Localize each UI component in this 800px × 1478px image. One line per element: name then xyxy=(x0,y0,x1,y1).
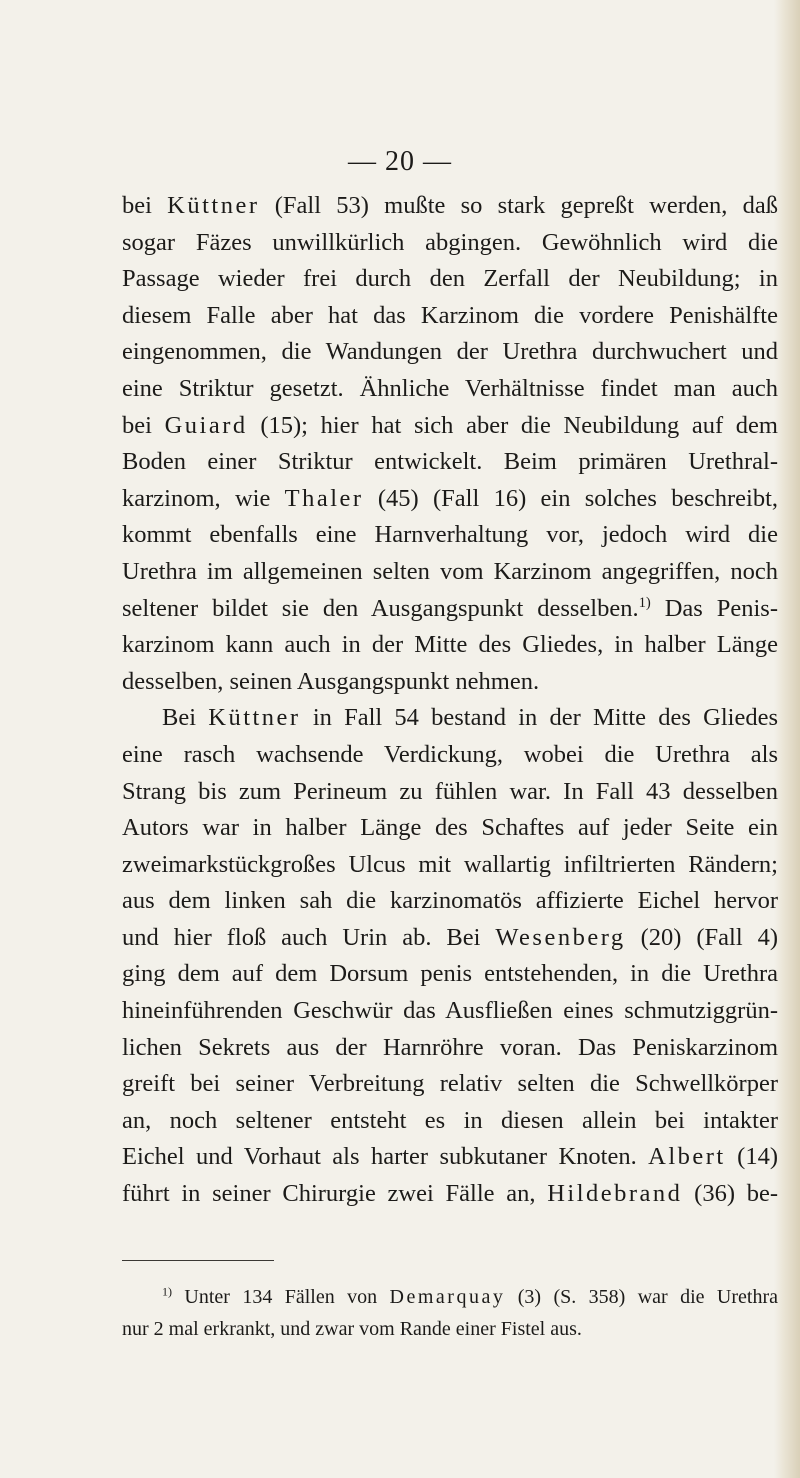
text-line xyxy=(122,1066,778,1103)
text-line xyxy=(122,298,778,335)
author-name: Albert xyxy=(648,1143,726,1171)
text-run: in Fall 54 bestand in der Mitte des Gliedes xyxy=(300,704,778,732)
text-line xyxy=(122,188,778,225)
author-name: Wesenberg xyxy=(495,923,626,951)
text-line xyxy=(122,408,778,445)
text-run: eine Striktur gesetzt. Ähnliche Verhältnisse findet man auch xyxy=(122,374,778,402)
text-run: (14) xyxy=(725,1143,778,1171)
text-line xyxy=(122,1030,778,1067)
text-line xyxy=(122,956,778,993)
text-line xyxy=(122,700,778,737)
body-text xyxy=(122,188,778,1213)
text-run: eingenommen, die Wandungen der Urethra durchwuchert und xyxy=(122,338,778,366)
text-line xyxy=(122,517,778,554)
text-run: Autors war in halber Länge des Schaftes auf jeder Seite ein xyxy=(122,814,778,842)
text-line xyxy=(122,774,778,811)
footnote-marker: 1) xyxy=(162,1284,172,1299)
text-run: karzinom, wie xyxy=(122,484,285,512)
text-run: bei xyxy=(122,192,168,219)
text-line xyxy=(122,627,778,664)
text-run: Strang bis zum Perineum zu fühlen war. In Fall 43 desselben xyxy=(122,777,778,805)
text-line xyxy=(122,371,778,408)
author-name: Hildebrand xyxy=(547,1180,683,1208)
text-run: (3) (S. 358) war die Urethra xyxy=(505,1286,778,1308)
text-run: (Fall 53) mußte so stark gepreßt werden, daß xyxy=(259,192,778,219)
text-line xyxy=(122,591,778,628)
text-line xyxy=(122,1176,778,1213)
text-run: Boden einer Striktur entwickelt. Beim primären Urethral- xyxy=(122,448,778,476)
text-run: lichen Sekrets aus der Harnröhre voran. Das Peniskarzinom xyxy=(122,1033,778,1061)
text-line xyxy=(122,225,778,262)
text-run: ging dem auf dem Dorsum penis entstehenden, in die Urethra xyxy=(122,960,778,988)
text-run: nur 2 mal erkrankt, und zwar vom Rande einer Fistel aus. xyxy=(122,1318,582,1340)
text-run: Passage wieder frei durch den Zerfall der Neubildung; in xyxy=(122,265,778,293)
text-line xyxy=(122,993,778,1030)
text-run: an, noch seltener entsteht es in diesen allein bei intakter xyxy=(122,1106,778,1134)
footnote-line xyxy=(122,1281,778,1313)
text-run: Urethra im allgemeinen selten vom Karzinom angegriffen, noch xyxy=(122,557,778,585)
text-line xyxy=(122,737,778,774)
text-run: seltener bildet sie den Ausgangspunkt desselben. xyxy=(122,594,639,622)
footnote-line xyxy=(122,1313,778,1345)
text-line xyxy=(122,1139,778,1176)
text-line xyxy=(122,810,778,847)
text-line xyxy=(122,920,778,957)
text-run: führt in seiner Chirurgie zwei Fälle an, xyxy=(122,1180,548,1208)
text-run: und hier floß auch Urin ab. Bei xyxy=(122,923,496,951)
page-number: — 20 — xyxy=(348,146,452,177)
author-name: Guiard xyxy=(164,411,248,439)
text-line xyxy=(122,664,778,701)
text-line xyxy=(122,847,778,884)
footnote-marker: 1) xyxy=(638,594,651,611)
text-run: desselben, seinen Ausgangspunkt nehmen. xyxy=(122,667,540,695)
author-name: Küttner xyxy=(167,192,260,219)
text-run: greift bei seiner Verbreitung relativ selten die Schwellkörper xyxy=(122,1070,778,1098)
author-name: Küttner xyxy=(208,704,301,732)
text-run: (15); hier hat sich aber die Neubildung auf dem xyxy=(247,411,778,439)
text-run: karzinom kann auch in der Mitte des Gliedes, in halber Länge xyxy=(122,631,778,659)
text-run: eine rasch wachsende Verdickung, wobei die Urethra als xyxy=(122,740,778,768)
text-run: (45) (Fall 16) ein solches beschreibt, xyxy=(363,484,779,512)
text-run: hineinführenden Geschwür das Ausfließen eines schmutziggrün- xyxy=(122,997,778,1025)
text-line xyxy=(122,554,778,591)
text-run: bei xyxy=(122,411,165,439)
text-run: aus dem linken sah die karzinomatös affizierte Eichel hervor xyxy=(122,887,778,915)
text-run: Eichel und Vorhaut als harter subkutaner Knoten. xyxy=(122,1143,649,1171)
text-line xyxy=(122,883,778,920)
text-line xyxy=(122,444,778,481)
text-line xyxy=(122,481,778,518)
text-run: Bei xyxy=(162,704,209,732)
footnotes xyxy=(122,1281,778,1345)
text-run: kommt ebenfalls eine Harnverhaltung vor, jedoch wird die xyxy=(122,521,778,549)
text-run: Unter 134 Fällen von xyxy=(172,1286,390,1308)
text-line xyxy=(122,261,778,298)
text-line xyxy=(122,334,778,371)
text-run: (20) (Fall 4) xyxy=(625,923,779,951)
text-run: Das Penis- xyxy=(650,594,778,622)
text-run: sogar Fäzes unwillkürlich abgingen. Gewöhnlich wird die xyxy=(122,228,778,256)
text-run: zweimarkstückgroßes Ulcus mit wallartig infiltrierten Rändern; xyxy=(122,850,778,878)
text-line xyxy=(122,1103,778,1140)
text-run: (36) be- xyxy=(682,1180,778,1208)
author-name: Thaler xyxy=(284,484,364,512)
footnote-rule xyxy=(122,1260,274,1261)
author-name: Demarquay xyxy=(389,1286,506,1308)
text-run: diesem Falle aber hat das Karzinom die vordere Penishälfte xyxy=(122,301,778,329)
